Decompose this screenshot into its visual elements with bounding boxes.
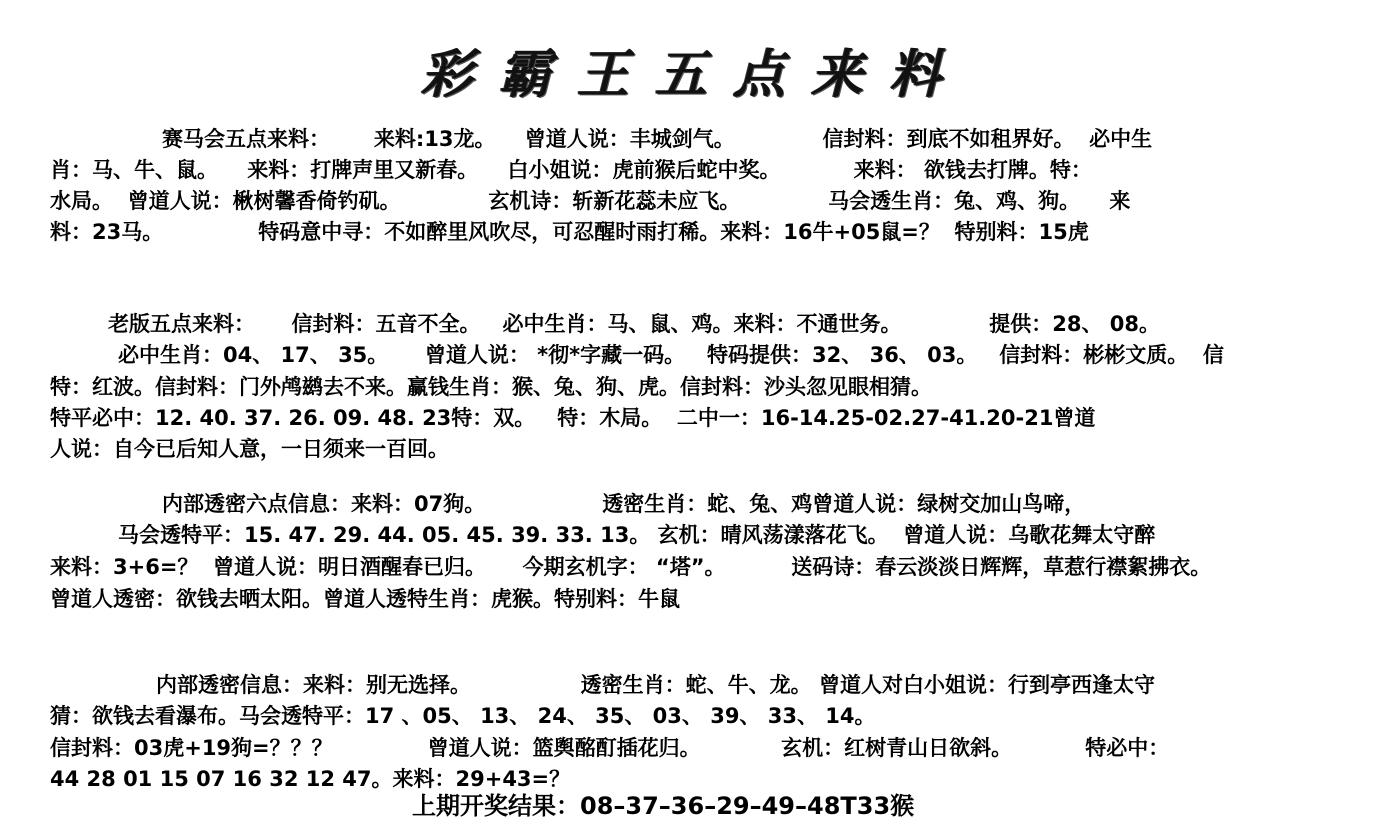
text-line: 料：23马。 特码意中寻：不如醉里风吹尽，可忍醒时雨打稀。来料：16牛+05鼠=？ 特别料：15虎	[50, 220, 1089, 244]
text-line: 必中生肖：04、 17、 35。 曾道人说： *彻*字藏一码。 特码提供：32、 36、 03。 信封料：彬彬文质。 信	[118, 343, 1224, 367]
text-line: 来料：3+6=？ 曾道人说：明日酒醒春已归。 今期玄机字： “塔”。 送码诗：春云淡淡日辉辉，草惹行襟絮拂衣。	[50, 555, 1212, 579]
page-title: 彩霸王五点来料	[420, 44, 967, 105]
text-line: 曾道人透密：欲钱去晒太阳。曾道人透特生肖：虎猴。特别料：牛鼠	[50, 587, 680, 611]
text-line: 信封料：03虎+19狗=？？？ 曾道人说：篮舆酩酊插花归。 玄机：红树青山日欲斜。 特必中：	[50, 736, 1170, 760]
previous-result: 上期开奖结果：08–37–36–29–49–48T33猴	[412, 792, 915, 820]
text-line: 内部透密信息：来料：别无选择。 透密生肖：蛇、牛、龙。 曾道人对白小姐说：行到亭西逢太守	[156, 673, 1155, 697]
text-line: 肖：马、牛、鼠。 来料：打牌声里又新春。 白小姐说：虎前猴后蛇中奖。 来料： 欲钱去打牌。特：	[50, 158, 1092, 182]
text-line: 特平必中：12. 40. 37. 26. 09. 48. 23特：双。 特：木局。 二中一：16-14.25-02.27-41.20-21曾道	[50, 406, 1096, 430]
text-line: 人说：自今已后知人意，一日须来一百回。	[50, 437, 449, 461]
text-line: 老版五点来料： 信封料：五音不全。 必中生肖：马、鼠、鸡。来料：不通世务。 提供：28、 08。	[108, 312, 1160, 336]
text-line: 赛马会五点来料： 来料:13龙。 曾道人说：丰城剑气。 信封料：到底不如租界好。 必中生	[162, 127, 1153, 151]
text-line: 特：红波。信封料：门外鸬鹚去不来。赢钱生肖：猴、兔、狗、虎。信封料：沙头忽见眼相猜。	[50, 375, 932, 399]
text-line: 44 28 01 15 07 16 32 12 47。来料：29+43=？	[50, 767, 571, 791]
text-line: 水局。 曾道人说：楸树馨香倚钓矶。 玄机诗：斩新花蕊未应飞。 马会透生肖：兔、鸡、狗。 来	[50, 189, 1131, 213]
text-line: 马会透特平：15. 47. 29. 44. 05. 45. 39. 33. 13。 玄机：晴风荡漾落花飞。 曾道人说：乌歌花舞太守醉	[118, 523, 1156, 547]
text-line: 猜：欲钱去看瀑布。马会透特平：17 、05、 13、 24、 35、 03、 39、 33、 14。	[50, 704, 876, 728]
text-line: 内部透密六点信息：来料：07狗。 透密生肖：蛇、兔、鸡曾道人说：绿树交加山鸟啼，	[162, 492, 1086, 516]
